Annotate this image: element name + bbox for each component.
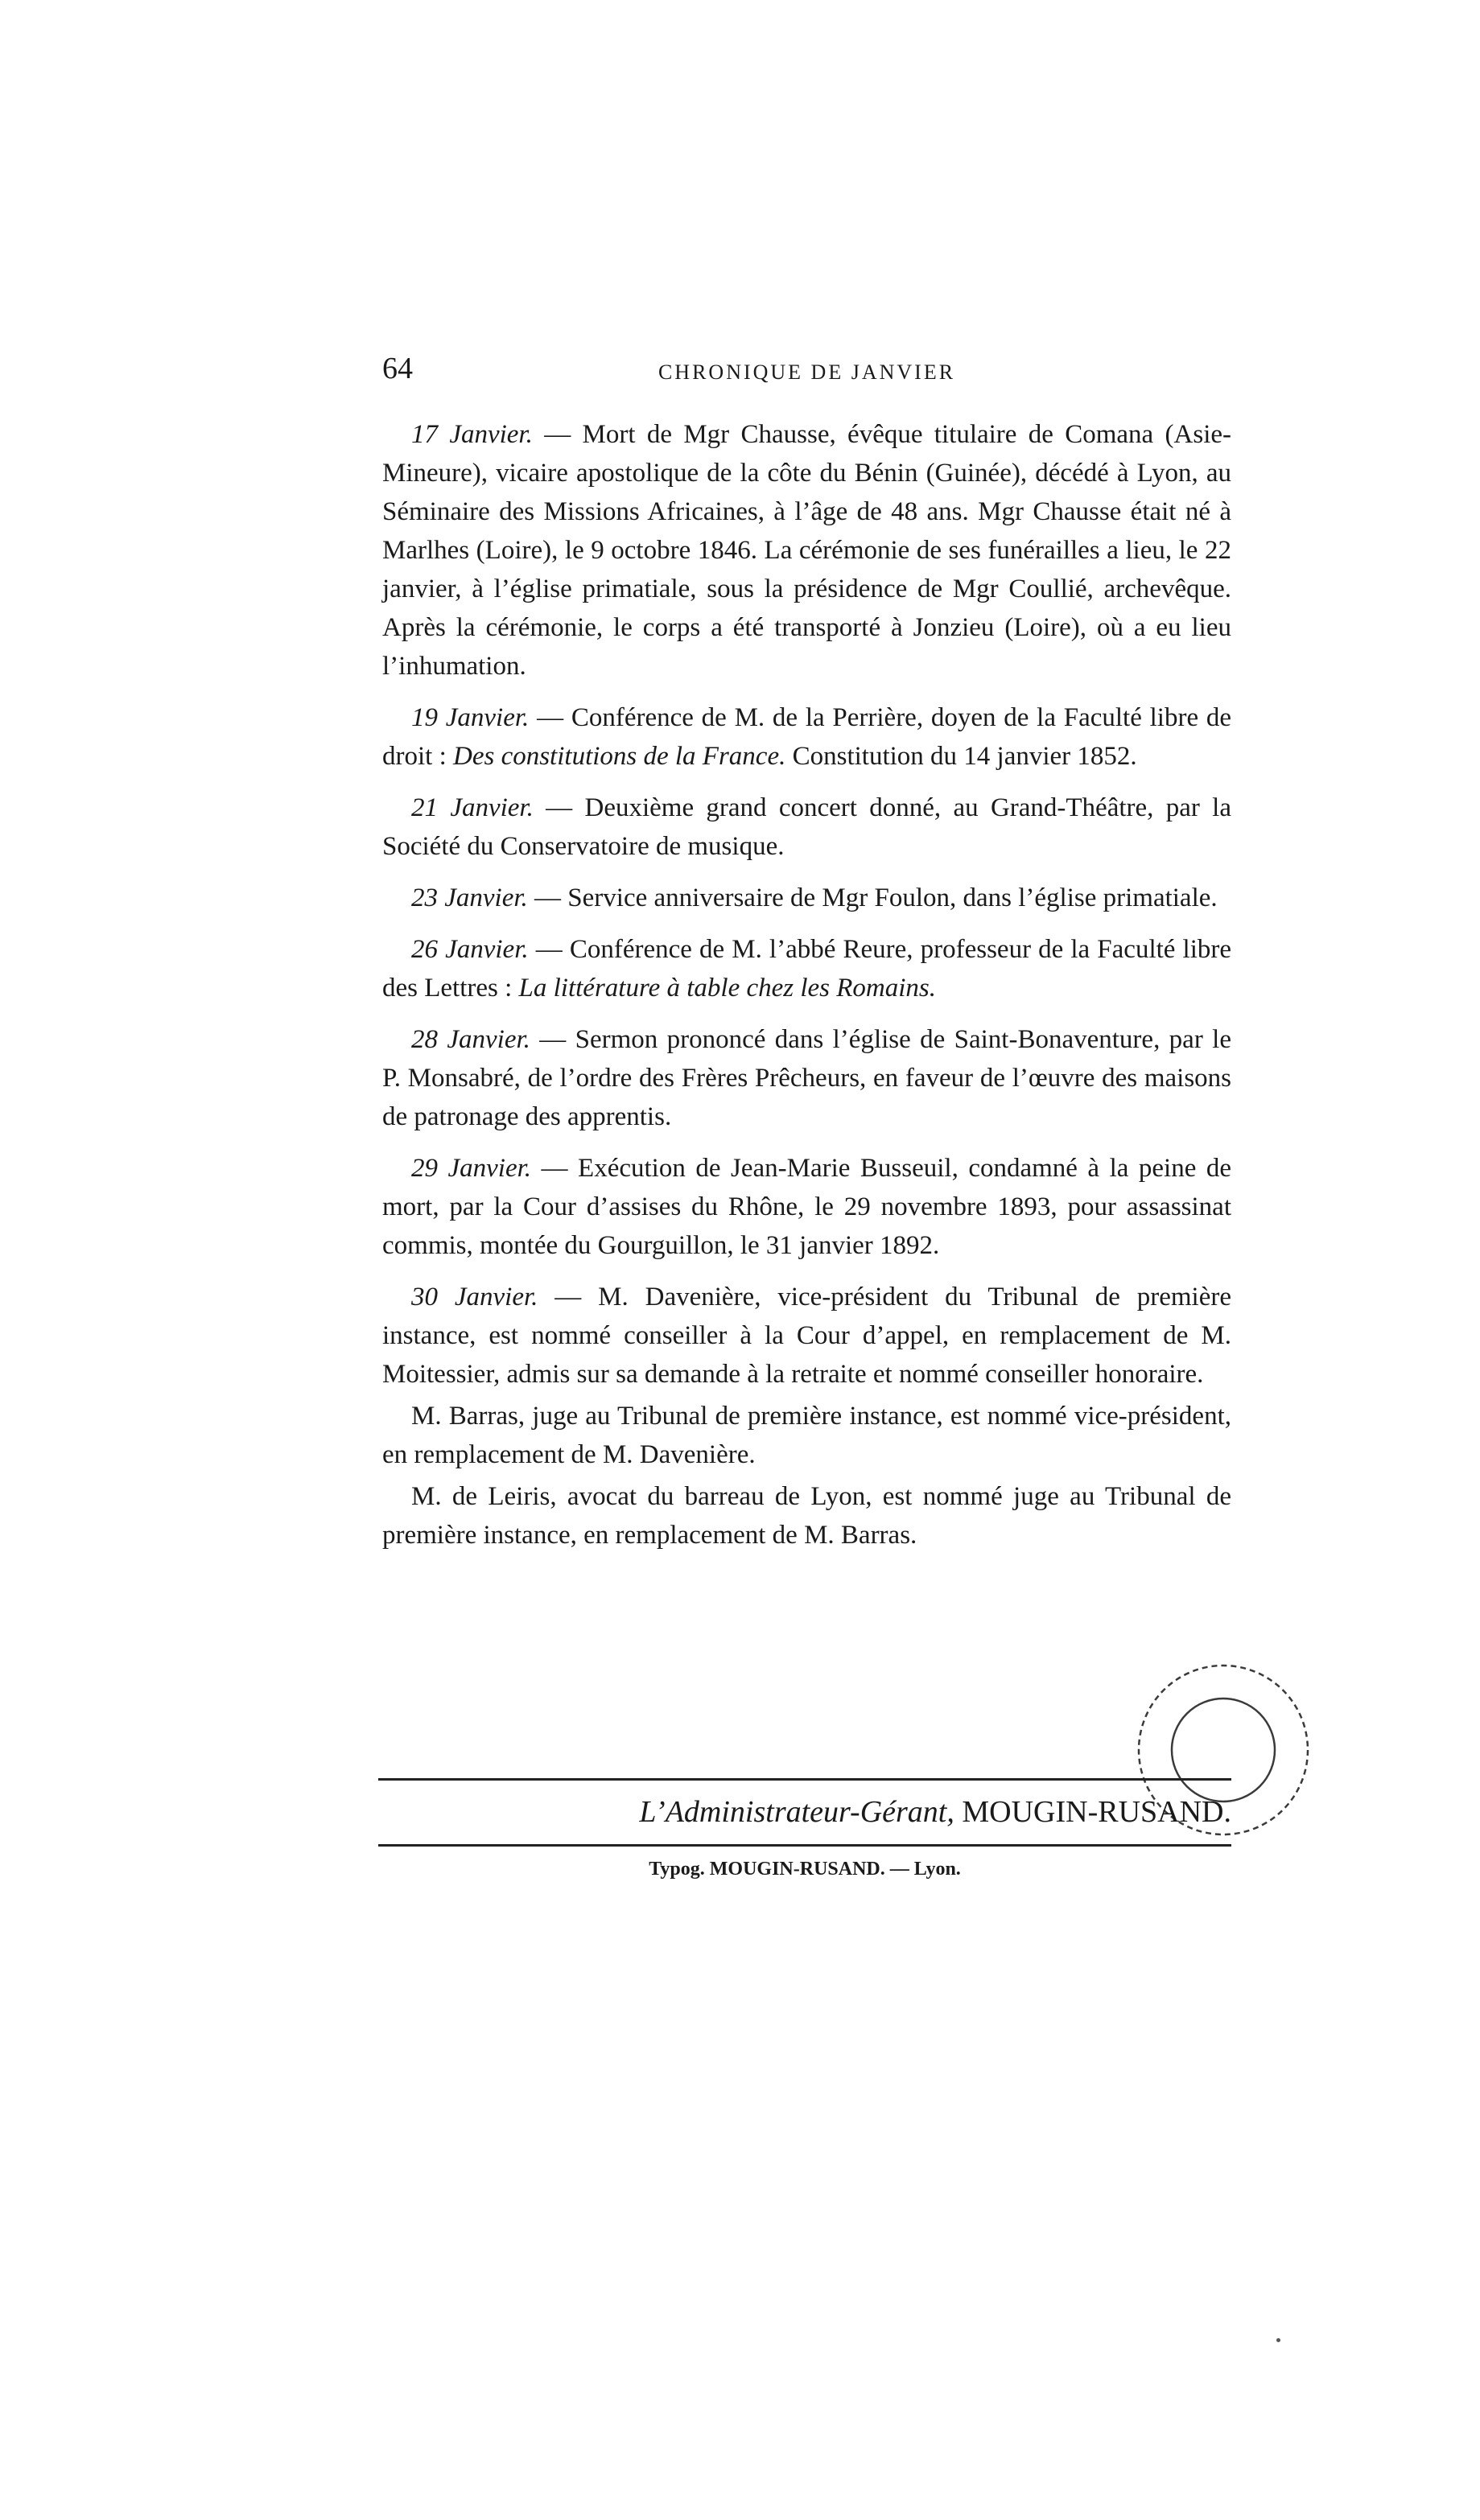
entry-date: 29 Janvier. <box>411 1154 532 1183</box>
entry-text: — Exécution de Jean-Marie Busseuil, condamné à la peine de mort, par la Cour d’assises du Rhône, le 29 novembre 1893, pour assassinat commis, montée du Gourguillon, le 31 janvier 1892. <box>382 1154 1231 1260</box>
entry-26-janvier <box>382 930 1231 1007</box>
lecture-title: Des constitutions de la France. <box>453 742 786 771</box>
entry-28-janvier <box>382 1020 1231 1136</box>
entry-text: — Service anniversaire de Mgr Foulon, dans l’église primatiale. <box>527 883 1218 912</box>
footer-rule-top <box>378 1778 1231 1781</box>
page-header <box>382 348 1231 396</box>
entry-17-janvier <box>382 415 1231 686</box>
entry-29-janvier <box>382 1149 1231 1265</box>
entry-23-janvier <box>382 879 1231 917</box>
entry-date: 23 Janvier. <box>411 883 528 912</box>
entry-text-after: Constitution du 14 janvier 1852. <box>785 742 1137 771</box>
lecture-title: La littérature à table chez les Romains. <box>518 974 937 1003</box>
entry-date: 26 Janvier. <box>411 935 529 964</box>
entry-text: — Sermon prononcé dans l’église de Saint-Bonaventure, par le P. Monsabré, de l’ordre des Frères Prêcheurs, en faveur de l’œuvre des maisons de patronage des apprentis. <box>382 1025 1231 1131</box>
entry-19-janvier <box>382 698 1231 776</box>
chronicle-body <box>382 415 1231 1558</box>
page-number: 64 <box>382 352 413 385</box>
signature-line <box>378 1788 1231 1836</box>
signature-role: L’Administrateur-Gérant, <box>639 1795 954 1829</box>
running-title: CHRONIQUE DE JANVIER <box>658 360 956 384</box>
entry-date: 17 Janvier. <box>411 420 533 449</box>
entry-date: 19 Janvier. <box>411 703 530 732</box>
entry-date: 28 Janvier. <box>411 1025 530 1054</box>
entry-date: 21 Janvier. <box>411 793 534 822</box>
entry-text: — Conférence de M. de la Perrière, doyen de la Faculté libre de droit : <box>382 703 1231 771</box>
entry-text: — Deuxième grand concert donné, au Grand-Théâtre, par la Société du Conservatoire de musique. <box>382 793 1231 861</box>
entry-text: — M. Davenière, vice-président du Tribunal de première instance, est nommé conseiller à la Cour d’appel, en remplacement de M. Moitessier, admis sur sa demande à la retraite et nommé conseiller honoraire. <box>382 1283 1231 1389</box>
entry-text: — Mort de Mgr Chausse, évêque titulaire de Comana (Asie-Mineure), vicaire apostolique de la côte du Bénin (Guinée), décédé à Lyon, au Séminaire des Missions Africaines, à l’âge de 48 ans. Mgr Chausse était né à Marlhes (Loire), le 9 octobre 1846. La cérémonie de ses funérailles a lieu, le 22 janvier, à l’église primatiale, sous la présidence de Mgr Coullié, archevêque. Après la cérémonie, le corps a été transporté à Jonzieu (Loire), où a eu lieu l’inhumation. <box>382 420 1231 681</box>
paragraph-barras: M. Barras, juge au Tribunal de première instance, est nommé vice-président, en remplacement de M. Davenière. <box>382 1402 1231 1469</box>
footer-rule-bottom <box>378 1844 1231 1847</box>
stamp-inner-ring <box>1172 1699 1275 1801</box>
entry-text: — Conférence de M. l’abbé Reure, professeur de la Faculté libre des Lettres : <box>382 935 1231 1003</box>
signature-name: MOUGIN-RUSAND. <box>962 1795 1231 1829</box>
entry-30-janvier <box>382 1278 1231 1394</box>
paragraph-leiris: M. de Leiris, avocat du barreau de Lyon, est nommé juge au Tribunal de première instance, en remplacement de M. Barras. <box>382 1482 1231 1550</box>
paper-speck <box>1276 2338 1280 2342</box>
entry-21-janvier <box>382 789 1231 866</box>
printer-imprint: Typog. MOUGIN-RUSAND. — Lyon. <box>649 1859 961 1880</box>
entry-date: 30 Janvier. <box>411 1283 538 1311</box>
